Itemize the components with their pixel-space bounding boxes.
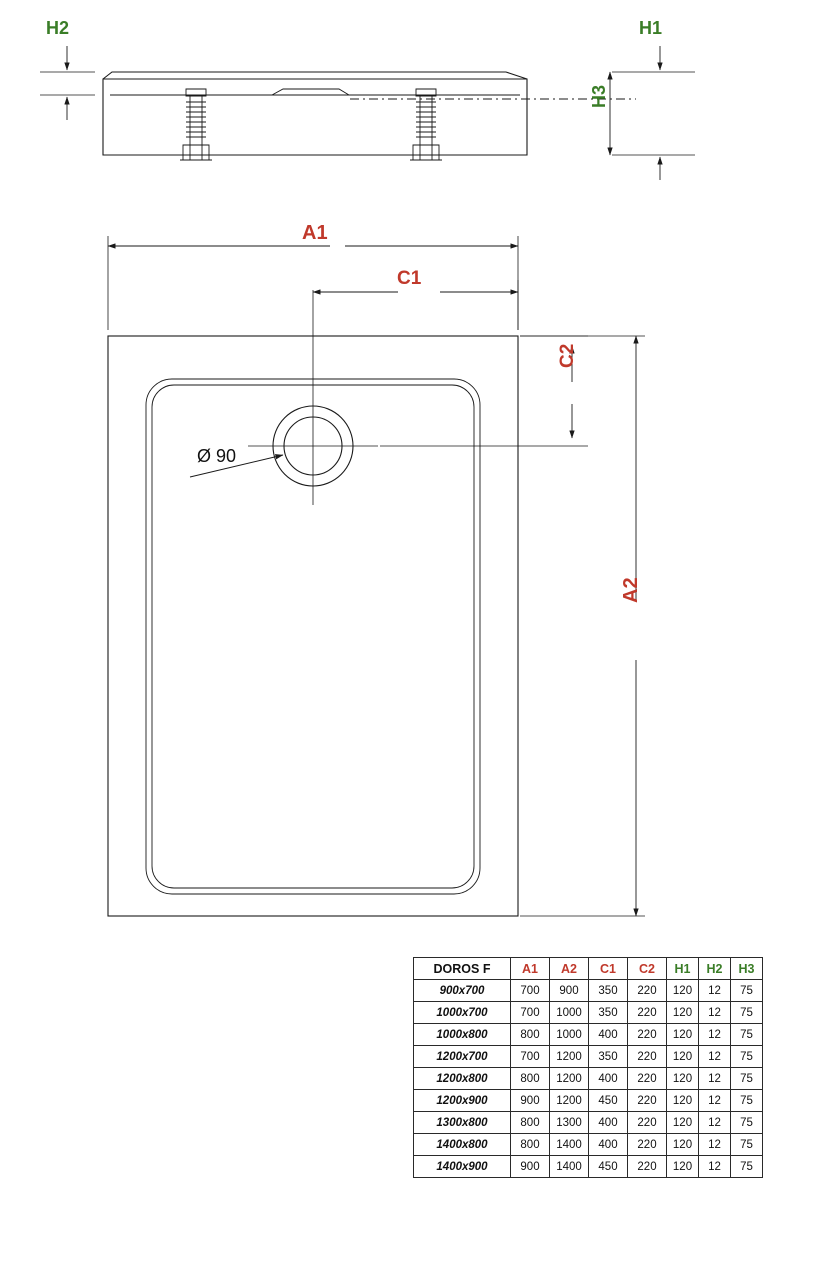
cell-h2: 12 xyxy=(699,980,731,1002)
cell-h3: 75 xyxy=(731,1090,763,1112)
dimension-label-h2: H2 xyxy=(46,18,70,38)
table-row xyxy=(414,980,763,1002)
cell-h3: 75 xyxy=(731,1156,763,1178)
cell-c2: 220 xyxy=(628,1046,667,1068)
cell-c2: 220 xyxy=(628,1024,667,1046)
cell-a1: 800 xyxy=(511,1134,550,1156)
cell-h1: 120 xyxy=(667,1134,699,1156)
cell-a2: 1200 xyxy=(550,1046,589,1068)
header-a2: A2 xyxy=(550,958,589,980)
cell-c1: 350 xyxy=(589,1002,628,1024)
header-h3: H3 xyxy=(731,958,763,980)
header-h1: H1 xyxy=(667,958,699,980)
cell-name: 1000x700 xyxy=(414,1002,511,1024)
cell-h3: 75 xyxy=(731,1112,763,1134)
side-view-body xyxy=(103,79,527,155)
cell-h2: 12 xyxy=(699,1024,731,1046)
cell-a1: 800 xyxy=(511,1024,550,1046)
cell-h3: 75 xyxy=(731,980,763,1002)
cell-a2: 1400 xyxy=(550,1134,589,1156)
cell-name: 1400x900 xyxy=(414,1156,511,1178)
cell-c1: 400 xyxy=(589,1068,628,1090)
cell-c1: 450 xyxy=(589,1156,628,1178)
dimension-label-c2: C2 xyxy=(557,343,578,368)
cell-c1: 350 xyxy=(589,980,628,1002)
dimension-label-c1: C1 xyxy=(397,268,422,289)
table-row xyxy=(414,1112,763,1134)
table-body xyxy=(414,980,763,1178)
cell-name: 1400x800 xyxy=(414,1134,511,1156)
cell-h3: 75 xyxy=(731,1134,763,1156)
cell-h1: 120 xyxy=(667,1046,699,1068)
cell-a1: 900 xyxy=(511,1156,550,1178)
cell-name: 1200x800 xyxy=(414,1068,511,1090)
cell-name: 1200x700 xyxy=(414,1046,511,1068)
cell-a1: 900 xyxy=(511,1090,550,1112)
cell-h3: 75 xyxy=(731,1046,763,1068)
header-doros-f: DOROS F xyxy=(414,958,511,980)
spec-table xyxy=(413,957,763,1178)
cell-name: 900x700 xyxy=(414,980,511,1002)
table-row xyxy=(414,1134,763,1156)
cell-h2: 12 xyxy=(699,1134,731,1156)
header-c1: C1 xyxy=(589,958,628,980)
dimension-label-h1: H1 xyxy=(639,18,663,38)
adjustable-leg-1 xyxy=(180,89,212,160)
table-row xyxy=(414,1156,763,1178)
table-row xyxy=(414,1090,763,1112)
cell-h1: 120 xyxy=(667,1068,699,1090)
adjustable-leg-2 xyxy=(410,89,442,160)
cell-h1: 120 xyxy=(667,1002,699,1024)
cell-h1: 120 xyxy=(667,1112,699,1134)
cell-c2: 220 xyxy=(628,1112,667,1134)
table-header-row xyxy=(414,958,763,980)
table-row xyxy=(414,1024,763,1046)
cell-a2: 1300 xyxy=(550,1112,589,1134)
table-row xyxy=(414,1002,763,1024)
cell-c1: 400 xyxy=(589,1134,628,1156)
cell-h3: 75 xyxy=(731,1002,763,1024)
header-a1: A1 xyxy=(511,958,550,980)
cell-a2: 1000 xyxy=(550,1024,589,1046)
cell-a1: 800 xyxy=(511,1112,550,1134)
cell-a2: 900 xyxy=(550,980,589,1002)
dimension-label-a1: A1 xyxy=(302,222,328,244)
cell-h3: 75 xyxy=(731,1068,763,1090)
dimension-label-a2: A2 xyxy=(620,577,642,603)
cell-c2: 220 xyxy=(628,1156,667,1178)
cell-h1: 120 xyxy=(667,980,699,1002)
cell-a2: 1200 xyxy=(550,1090,589,1112)
cell-h2: 12 xyxy=(699,1002,731,1024)
cell-name: 1300x800 xyxy=(414,1112,511,1134)
cell-a1: 700 xyxy=(511,980,550,1002)
table-row xyxy=(414,1068,763,1090)
cell-name: 1000x800 xyxy=(414,1024,511,1046)
cell-c2: 220 xyxy=(628,980,667,1002)
cell-h1: 120 xyxy=(667,1024,699,1046)
cell-c1: 450 xyxy=(589,1090,628,1112)
cell-h2: 12 xyxy=(699,1068,731,1090)
cell-c2: 220 xyxy=(628,1134,667,1156)
cell-a1: 800 xyxy=(511,1068,550,1090)
cell-a2: 1000 xyxy=(550,1002,589,1024)
cell-h1: 120 xyxy=(667,1090,699,1112)
cell-a1: 700 xyxy=(511,1046,550,1068)
cell-c2: 220 xyxy=(628,1090,667,1112)
header-c2: C2 xyxy=(628,958,667,980)
table-row xyxy=(414,1046,763,1068)
cell-a1: 700 xyxy=(511,1002,550,1024)
cell-c2: 220 xyxy=(628,1002,667,1024)
cell-c1: 350 xyxy=(589,1046,628,1068)
cell-h2: 12 xyxy=(699,1090,731,1112)
cell-h2: 12 xyxy=(699,1046,731,1068)
cell-a2: 1200 xyxy=(550,1068,589,1090)
cell-c1: 400 xyxy=(589,1024,628,1046)
cell-h1: 120 xyxy=(667,1156,699,1178)
cell-h3: 75 xyxy=(731,1024,763,1046)
cell-c2: 220 xyxy=(628,1068,667,1090)
dimension-label-h3: H3 xyxy=(589,84,609,108)
cell-h2: 12 xyxy=(699,1156,731,1178)
cell-c1: 400 xyxy=(589,1112,628,1134)
diameter-label: Ø 90 xyxy=(197,446,237,466)
cell-h2: 12 xyxy=(699,1112,731,1134)
header-h2: H2 xyxy=(699,958,731,980)
cell-a2: 1400 xyxy=(550,1156,589,1178)
cell-name: 1200x900 xyxy=(414,1090,511,1112)
